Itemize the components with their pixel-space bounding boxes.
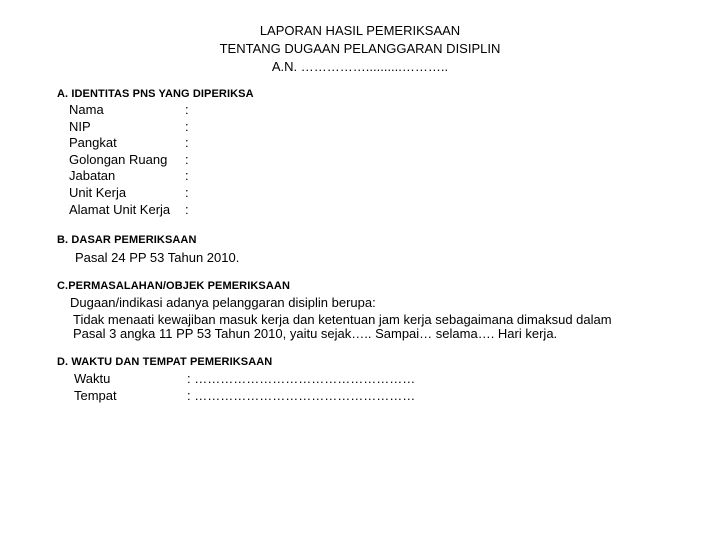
field-separator: : [185,102,189,117]
waktu-value: : …………………………………………… [187,371,416,386]
field-row-alamat-unit-kerja [69,202,199,219]
field-row-jabatan [69,168,199,185]
field-row-nama [69,102,199,119]
title-line-3: A.N. ……………..........……….. [271,59,449,74]
section-b-heading: B. DASAR PEMERIKSAAN [57,234,197,246]
waktu-label: Waktu [74,371,111,386]
section-c-detail-line-2: Pasal 3 angka 11 PP 53 Tahun 2010, yaitu sejak….. Sampai… selama…. Hari kerja. [73,326,558,341]
field-label: Alamat Unit Kerja [69,201,171,217]
field-separator: : [185,184,189,200]
field-separator: : [185,118,189,134]
field-separator: : [185,168,189,184]
section-a-fields [69,102,199,218]
section-a-heading: A. IDENTITAS PNS YANG DIPERIKSA [57,88,254,100]
field-label: Golongan Ruang [69,151,168,167]
field-row-nip [69,119,199,136]
section-b-text: Pasal 24 PP 53 Tahun 2010. [75,250,240,265]
field-separator: : [185,201,189,217]
section-d-heading: D. WAKTU DAN TEMPAT PEMERIKSAAN [57,356,273,368]
field-label: Pangkat [69,135,117,151]
title-line-2: TENTANG DUGAAN PELANGGARAN DISIPLIN [219,41,501,56]
field-label: Unit Kerja [69,184,127,200]
section-c-heading: C.PERMASALAHAN/OBJEK PEMERIKSAAN [57,280,290,292]
field-label: Jabatan [69,168,116,184]
field-separator: : [185,151,189,167]
field-label: Nama [69,102,104,117]
field-label: NIP [69,118,91,134]
section-c-intro: Dugaan/indikasi adanya pelanggaran disiplin berupa: [70,295,376,310]
field-row-golongan-ruang [69,152,199,169]
tempat-value: : …………………………………………… [187,388,416,403]
title-line-1: LAPORAN HASIL PEMERIKSAAN [259,23,461,38]
tempat-label: Tempat [74,388,117,403]
field-separator: : [185,135,189,151]
section-c-detail-line-1: Tidak menaati kewajiban masuk kerja dan ketentuan jam kerja sebagaimana dimaksud dalam [73,312,612,327]
field-row-unit-kerja [69,185,199,202]
field-row-pangkat [69,135,199,152]
report-title [0,22,720,76]
